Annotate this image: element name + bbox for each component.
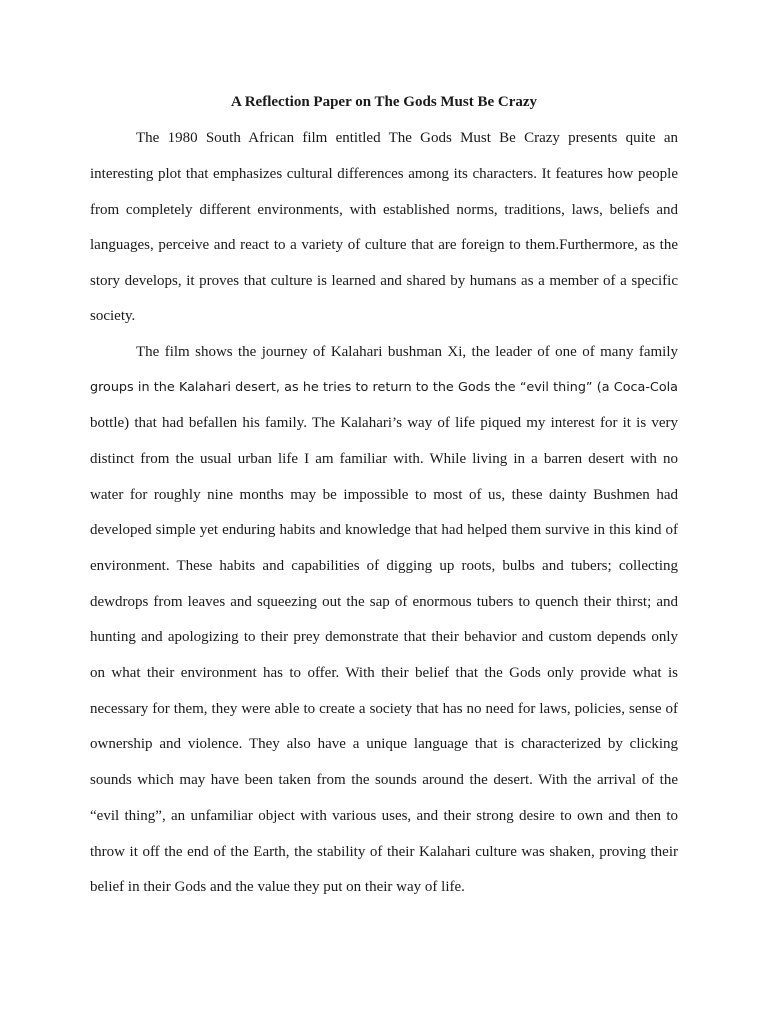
paragraph-2-line-12: ownership and violence. They also have a unique language that is characterized by clicking xyxy=(90,736,678,752)
paragraph-1-line-3: from completely different environments, with established norms, traditions, laws, beliefs and xyxy=(90,202,678,218)
paragraph-2-line-1: The film shows the journey of Kalahari bushman Xi, the leader of one of many family xyxy=(136,344,678,360)
paragraph-2-line-9: hunting and apologizing to their prey demonstrate that their behavior and custom depends only xyxy=(90,629,678,645)
paragraph-2-line-7: environment. These habits and capabilities of digging up roots, bulbs and tubers; collecting xyxy=(90,558,678,574)
paragraph-1-line-5: story develops, it proves that culture is learned and shared by humans as a member of a specific xyxy=(90,273,678,289)
paragraph-2-line-2: groups in the Kalahari desert, as he tries to return to the Gods the “evil thing” (a Coca-Cola xyxy=(90,380,678,395)
page-title: A Reflection Paper on The Gods Must Be Crazy xyxy=(230,94,538,110)
paragraph-2-line-4: distinct from the usual urban life I am familiar with. While living in a barren desert with no xyxy=(90,451,678,467)
paragraph-2-line-3: bottle) that had befallen his family. The Kalahari’s way of life piqued my interest for it is very xyxy=(90,415,678,431)
paragraph-1-line-4: languages, perceive and react to a variety of culture that are foreign to them.Furthermore, as the xyxy=(90,237,678,253)
paragraph-2-line-15: throw it off the end of the Earth, the stability of their Kalahari culture was shaken, proving their xyxy=(90,844,678,860)
paragraph-2-line-10: on what their environment has to offer. With their belief that the Gods only provide what is xyxy=(90,665,678,681)
paragraph-2-line-6: developed simple yet enduring habits and knowledge that had helped them survive in this kind of xyxy=(90,522,678,538)
paragraph-2-line-13: sounds which may have been taken from the sounds around the desert. With the arrival of the xyxy=(90,772,678,788)
paragraph-2-line-5: water for roughly nine months may be impossible to most of us, these dainty Bushmen had xyxy=(90,487,678,503)
paragraph-2-line-11: necessary for them, they were able to create a society that has no need for laws, policies, sense of xyxy=(90,701,678,717)
paragraph-2-line-16: belief in their Gods and the value they put on their way of life. xyxy=(90,879,465,895)
paragraph-1-line-1: The 1980 South African film entitled The Gods Must Be Crazy presents quite an xyxy=(136,130,678,146)
paragraph-2-line-14: “evil thing”, an unfamiliar object with various uses, and their strong desire to own and then to xyxy=(90,808,678,824)
paragraph-1-line-6: society. xyxy=(90,308,136,324)
paragraph-1-line-2: interesting plot that emphasizes cultural differences among its characters. It features how people xyxy=(90,166,678,182)
paragraph-2-line-8: dewdrops from leaves and squeezing out the sap of enormous tubers to quench their thirst; and xyxy=(90,594,678,610)
